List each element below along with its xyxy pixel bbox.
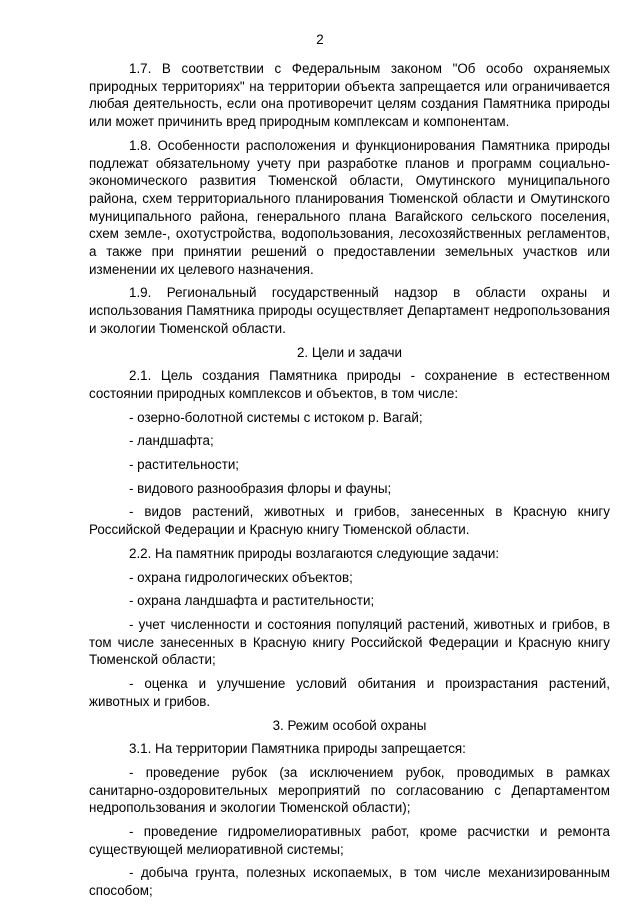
paragraph-2-2: 2.2. На памятник природы возлагаются следующие задачи: bbox=[129, 545, 500, 561]
list-item: - учет численности и состояния популяций растений, животных и грибов, в том числе занесенных в Красную книгу Российской Федерации и Красную книгу Тюменской области; bbox=[89, 616, 610, 668]
list-item: - добыча грунта, полезных ископаемых, в том числе механизированным способом; bbox=[89, 865, 610, 899]
list-item: - видов растений, животных и грибов, занесенных в Красную книгу Российской Федерации и Красную книгу Тюменской области. bbox=[89, 504, 610, 538]
list-item: - растительности; bbox=[129, 457, 240, 473]
paragraph-3-1: 3.1. На территории Памятника природы запрещается: bbox=[129, 741, 466, 757]
page-number: 2 bbox=[316, 32, 324, 47]
list-item: - оценка и улучшение условий обитания и произрастания растений, животных и грибов. bbox=[89, 676, 610, 709]
list-item: - проведение гидромелиоративных работ, кроме расчистки и ремонта существующей мелиоративной системы; bbox=[89, 824, 610, 857]
paragraph-2-1: 2.1. Цель создания Памятника природы - сохранение в естественном состоянии природных комплексов и объектов, в том числе: bbox=[89, 368, 610, 401]
section-heading-2: 2. Цели и задачи bbox=[296, 344, 403, 360]
list-item: - проведение рубок (за исключением рубок, проводимых в рамках санитарно-оздоровительных мероприятий по согласованию с Департаментом недропользования и экологии Тюменской области); bbox=[89, 764, 610, 816]
list-item: - видового разнообразия флоры и фауны; bbox=[129, 480, 392, 496]
paragraph-1-8: 1.8. Особенности расположения и функционирования Памятника природы подлежат обязательному учету при разработке планов и программ социально-экономического развития Тюменской области, Омутинского муниципального района, схем территориального планирования Тюменской области и Омутинского муниципального района, генерального плана Вагайского сельского поселения, схем земле-, охотустройства, водопользования, лесохозяйственных регламентов, а также при принятии решений о предоставлении земельных участков или изменении их целевого назначения. bbox=[89, 137, 610, 277]
paragraph-1-9: 1.9. Региональный государственный надзор в области охраны и использования Памятника природы осуществляет Департамент недропользования и экологии Тюменской области. bbox=[89, 285, 610, 336]
list-item: - ландшафта; bbox=[129, 433, 214, 449]
section-heading-3: 3. Режим особой охраны bbox=[272, 717, 427, 733]
list-item: - охрана ландшафта и растительности; bbox=[129, 593, 375, 609]
document-body bbox=[89, 60, 610, 905]
list-item: - охрана гидрологических объектов; bbox=[129, 569, 353, 585]
list-item: - озерно-болотной системы с истоком р. Вагай; bbox=[129, 409, 423, 425]
paragraph-1-7: 1.7. В соответствии с Федеральным законом "Об особо охраняемых природных территориях" на территории объекта запрещается или ограничивается любая деятельность, если она противоречит целям создания Памятника природы или может причинить вред природным комплексам и компонентам. bbox=[89, 61, 610, 130]
